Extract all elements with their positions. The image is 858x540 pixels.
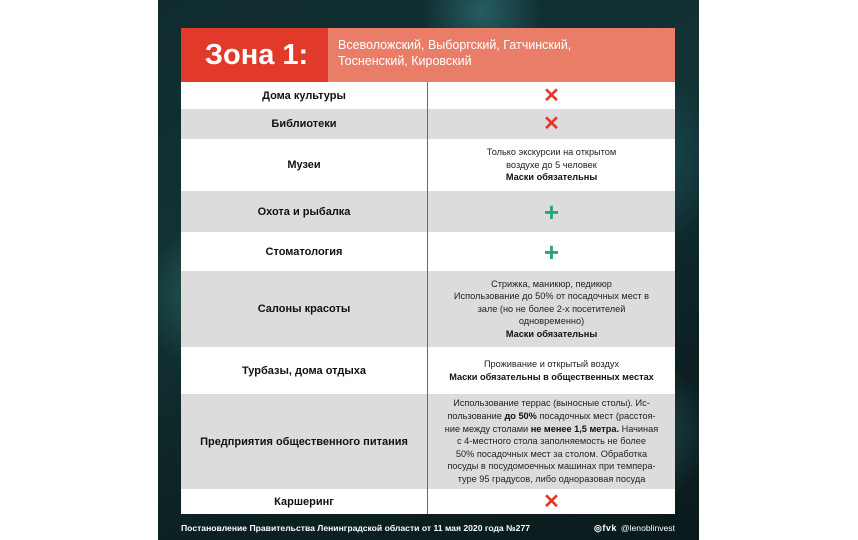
- row-text-line: посуды в посудомоечных машинах при темпера-: [447, 461, 656, 472]
- row-text-bold: Маски обязательны: [505, 172, 598, 183]
- row-text-line: Только экскурсии на открытом: [486, 147, 617, 158]
- text-part: посадочных мест (расстоя-: [536, 411, 656, 422]
- row-text-line: с 4-местного стола заполняемость не более: [457, 436, 646, 447]
- row-text-line: [447, 410, 655, 423]
- row-text-line: Проживание и открытый воздух: [483, 358, 620, 369]
- districts-line-2: Тосненский, Кировский: [338, 54, 472, 68]
- social-block: [594, 523, 675, 534]
- table-row: [181, 82, 675, 109]
- social-handle: @lenoblinvest: [620, 523, 675, 533]
- table-row: [181, 489, 675, 514]
- social-icons: ◎fvk: [594, 522, 617, 533]
- cross-icon: ✕: [543, 113, 560, 135]
- row-label: Стоматология: [181, 232, 428, 271]
- row-label: Предприятия общественного питания: [181, 394, 428, 489]
- footer: [181, 520, 675, 536]
- row-value: [428, 489, 675, 514]
- row-text-line: зале (но не более 2-х посетителей: [477, 303, 626, 314]
- cross-icon: ✕: [543, 84, 560, 107]
- row-label: Музеи: [181, 139, 428, 191]
- text-part: пользование: [447, 411, 505, 422]
- row-text-line: Стрижка, маникюр, педикюр: [491, 278, 612, 289]
- table-row: [181, 139, 675, 191]
- row-value: [428, 139, 675, 191]
- plus-icon: +: [543, 196, 560, 227]
- row-label: Дома культуры: [181, 82, 428, 109]
- text-part: Начиная: [619, 423, 659, 434]
- row-value: [428, 82, 675, 109]
- row-value: [428, 394, 675, 489]
- row-text-bold: Маски обязательны в общественных местах: [449, 371, 654, 382]
- table-row: [181, 394, 675, 489]
- row-text-bold: Маски обязательны: [505, 328, 598, 339]
- source-note: Постановление Правительства Ленинградской области от 11 мая 2020 года №277: [181, 523, 531, 533]
- row-text-line: одновременно): [518, 316, 585, 327]
- plus-icon: +: [543, 236, 560, 267]
- row-label: Библиотеки: [181, 109, 428, 139]
- text-part: ние между столами: [444, 423, 531, 434]
- table-row: [181, 232, 675, 271]
- row-value: [428, 109, 675, 139]
- text-bold-part: не менее 1,5 метра.: [530, 423, 620, 434]
- table-row: [181, 191, 675, 232]
- districts-line-1: Всеволожский, Выборгский, Гатчинский,: [338, 38, 572, 52]
- row-text-line: [445, 423, 658, 436]
- row-label: Турбазы, дома отдыха: [181, 347, 428, 394]
- row-text-line: Использование до 50% от посадочных мест в: [453, 291, 650, 302]
- row-text-line: туре 95 градусов, либо одноразовая посуда: [457, 473, 646, 484]
- row-label: Охота и рыбалка: [181, 191, 428, 232]
- table-row: [181, 271, 675, 347]
- cross-icon: ✕: [543, 490, 560, 513]
- zone-title: Зона 1:: [181, 28, 328, 82]
- districts-list: [328, 28, 675, 82]
- zone-header: [181, 28, 675, 82]
- row-text-line: 50% посадочных мест за столом. Обработка: [455, 448, 648, 459]
- row-text-line: воздухе до 5 человек: [506, 159, 597, 170]
- rules-table: [181, 82, 675, 514]
- table-row: [181, 109, 675, 139]
- row-value: [428, 271, 675, 347]
- row-label: Салоны красоты: [181, 271, 428, 347]
- row-text-line: Использование террас (выносные столы). Ис-: [453, 398, 650, 409]
- poster: [158, 0, 699, 540]
- row-label: Каршеринг: [181, 489, 428, 514]
- row-value: [428, 191, 675, 232]
- table-row: [181, 347, 675, 394]
- row-value: [428, 232, 675, 271]
- row-value: [428, 347, 675, 394]
- text-bold-part: до 50%: [504, 411, 537, 422]
